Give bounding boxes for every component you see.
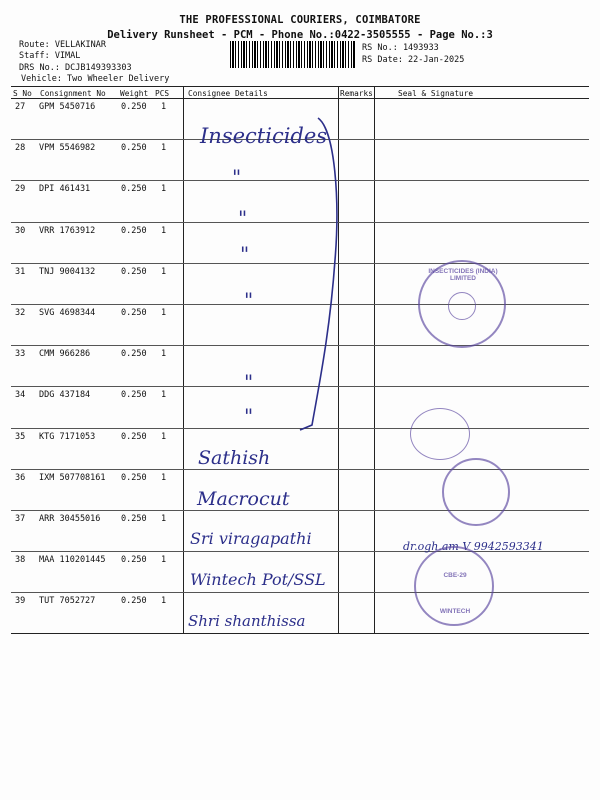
- row-weight: 0.250: [121, 472, 147, 483]
- row-pcs: 1: [161, 143, 167, 154]
- row-consignment-no: SVG 4698344: [39, 308, 96, 318]
- row-pcs: 1: [161, 596, 167, 607]
- row-pcs: 1: [161, 472, 167, 483]
- row-sno: 35: [15, 431, 26, 442]
- handwritten-ditto-29: ": [232, 165, 242, 189]
- row-sno: 31: [15, 266, 26, 277]
- row-weight: 0.250: [121, 514, 147, 524]
- handwritten-phone-note: dr.ogh.am V 9942593341: [403, 540, 544, 553]
- row-weight: 0.250: [121, 266, 147, 277]
- row-consignment-no: DPI 461431: [39, 184, 91, 195]
- row-weight: 0.250: [121, 102, 147, 112]
- bracket-line: [300, 118, 337, 430]
- row-sno: 38: [15, 555, 26, 566]
- company-title: THE PROFESSIONAL COURIERS, COIMBATORE: [179, 14, 421, 26]
- handwritten-ditto-34b: ": [244, 404, 254, 428]
- row-pcs: 1: [161, 184, 167, 195]
- row-weight: 0.250: [121, 431, 147, 442]
- header-consignment: Consignment No: [40, 89, 106, 98]
- row-weight: 0.250: [121, 349, 147, 360]
- row-sno: 37: [15, 514, 26, 524]
- row-sno: 32: [15, 308, 26, 318]
- drs-number: DRS No.: DCJB149393303: [19, 63, 132, 73]
- row-weight: 0.250: [121, 143, 147, 154]
- header-pcs: PCS: [155, 89, 170, 98]
- handwritten-insecticides: Insecticides: [200, 124, 328, 148]
- rs-number: RS No.: 1493933: [362, 43, 439, 53]
- row-consignment-no: CMM 966286: [39, 349, 91, 360]
- row-pcs: 1: [161, 431, 167, 442]
- row-weight: 0.250: [121, 184, 147, 195]
- handwritten-shri-shanthissa: Shri shanthissa: [188, 612, 306, 630]
- row-sno: 33: [15, 349, 26, 360]
- row-consignment-no: KTG 7171053: [39, 431, 96, 442]
- row-pcs: 1: [161, 266, 167, 277]
- row-consignment-no: TUT 7052727: [39, 596, 96, 607]
- header-remarks: Remarks: [340, 89, 373, 98]
- header-weight: Weight: [120, 89, 149, 98]
- row-weight: 0.250: [121, 596, 147, 607]
- handwritten-ditto-30: ": [238, 206, 248, 230]
- header-consignee: Consignee Details: [188, 89, 268, 98]
- row-weight: 0.250: [121, 225, 147, 236]
- row-consignment-no: IXM 507708161: [39, 472, 106, 483]
- row-consignment-no: MAA 110201445: [39, 555, 106, 566]
- row-weight: 0.250: [121, 308, 147, 318]
- row-pcs: 1: [161, 514, 167, 524]
- row-sno: 34: [15, 390, 26, 401]
- row-consignment-no: VRR 1763912: [39, 225, 96, 236]
- row-consignment-no: TNJ 9004132: [39, 266, 96, 277]
- stamp-signature-mark: [448, 292, 476, 320]
- handwritten-sathish: Sathish: [198, 447, 271, 469]
- handwritten-wintech: Wintech Pot/SSL: [190, 570, 326, 589]
- row-pcs: 1: [161, 225, 167, 236]
- row-consignment-no: VPM 5546982: [39, 143, 96, 154]
- row-sno: 39: [15, 596, 26, 607]
- row-sno: 29: [15, 184, 26, 195]
- rs-date: RS Date: 22-Jan-2025: [362, 55, 465, 65]
- row-pcs: 1: [161, 349, 167, 360]
- header-seal-signature: Seal & Signature: [398, 89, 474, 98]
- row-pcs: 1: [161, 390, 167, 401]
- runsheet-subtitle: Delivery Runsheet - PCM - Phone No.:0422-3505555 - Page No.:3: [107, 29, 493, 41]
- handwritten-macrocut: Macrocut: [197, 488, 290, 510]
- row-sno: 27: [15, 102, 26, 112]
- row-consignment-no: DDG 437184: [39, 390, 91, 401]
- row-pcs: 1: [161, 555, 167, 566]
- row-sno: 30: [15, 225, 26, 236]
- wintech-stamp-code: CBE-29: [443, 572, 467, 579]
- row-sno: 28: [15, 143, 26, 154]
- handwritten-ditto-31: ": [240, 242, 250, 266]
- row-consignment-no: GPM 5450716: [39, 102, 96, 112]
- header-sno: S No: [13, 89, 32, 98]
- row-pcs: 1: [161, 308, 167, 318]
- row-sno: 36: [15, 472, 26, 483]
- staff-label: Staff: VIMAL: [19, 51, 81, 61]
- handwritten-ditto-34a: ": [244, 370, 254, 394]
- wintech-stamp-text: WINTECH: [439, 608, 471, 615]
- row-pcs: 1: [161, 102, 167, 112]
- vehicle-label: Vehicle: Two Wheeler Delivery: [21, 74, 170, 84]
- insecticides-stamp: [418, 260, 506, 348]
- handwritten-ditto-32: ": [244, 288, 254, 312]
- insecticides-stamp-text: INSECTICIDES (INDIA) LIMITED: [428, 268, 498, 282]
- row-weight: 0.250: [121, 390, 147, 401]
- row-consignment-no: ARR 30455016: [39, 514, 101, 524]
- row-weight: 0.250: [121, 555, 147, 566]
- wintech-stamp: [414, 546, 494, 626]
- handwritten-sri-viragapathi: Sri viragapathi: [190, 529, 312, 548]
- route-label: Route: VELLAKINAR: [19, 40, 106, 50]
- round-seal-stamp: [410, 408, 470, 460]
- round-seal-stamp-2: [442, 458, 510, 526]
